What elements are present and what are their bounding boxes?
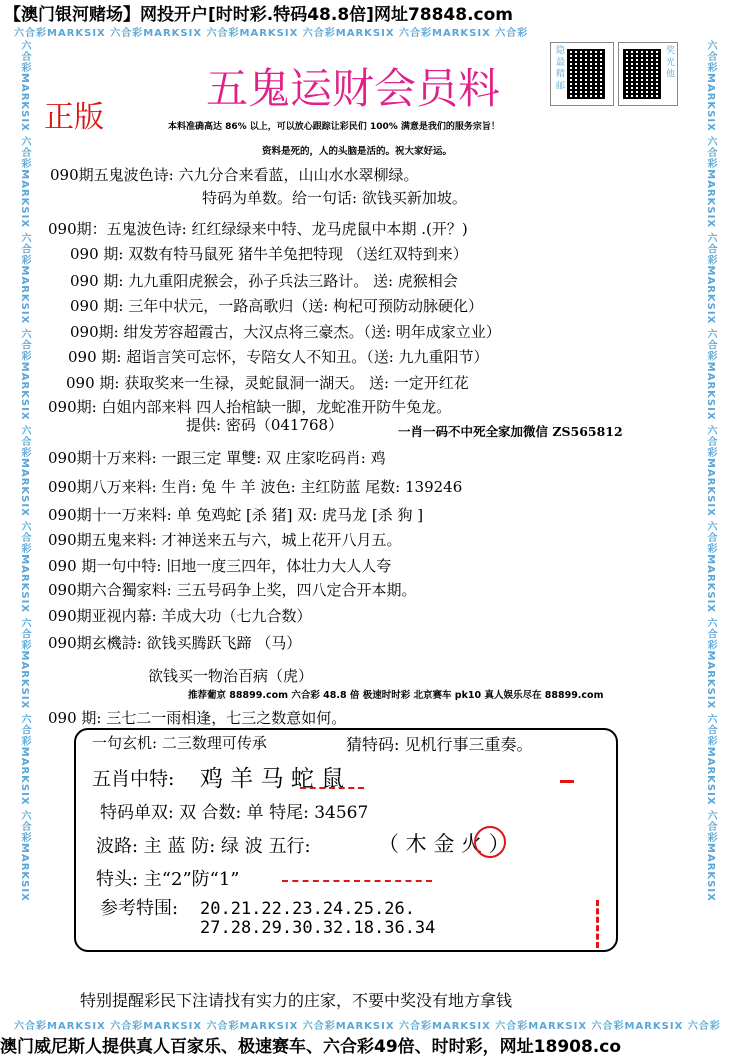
intro-line-1: 本料准确高达 86% 以上，可以放心跟踪让彩民们 100% 满意是我们的服务宗旨！ [168, 122, 500, 132]
qr-code-icon [567, 49, 605, 99]
qr-right-label: 奖 光 他 [664, 45, 674, 78]
watermark-border-top: 六合彩MARKSIX 六合彩MARKSIX 六合彩MARKSIX 六合彩MARKSIX 六合彩MARKSIX 六合彩 [14, 28, 529, 38]
wechat-line[interactable]: 一肖一码不中死全家加微信 ZS565812 [398, 424, 623, 439]
prediction-line: 090 期: 超诣言笑可忘怀，专陪女人不知丑。（送: 九九重阳节） [68, 348, 489, 366]
qr-code-right [618, 42, 678, 106]
page-title: 五鬼运财会员料 [206, 64, 501, 113]
prediction-line: 090期: 白姐内部来料 四人抬棺缺一脚，龙蛇准开防牛兔龙。 [48, 398, 452, 416]
red-mark-icon [300, 787, 364, 789]
prediction-line: 090期亚视内幕: 羊成大功（七九合数） [48, 607, 312, 625]
prediction-line: 090期玄機詩: 欲钱买腾跃飞蹄 （马） [48, 634, 302, 652]
panel-line-4-label: 波路: 主 蓝 防: 绿 波 五行: [96, 836, 311, 857]
panel-line-1a: 一句玄机: 二三数理可传承 [92, 734, 267, 752]
panel-five-zodiac-value: 鸡 羊 马 蛇 鼠 [200, 766, 345, 792]
red-mark-icon [282, 880, 432, 882]
watermark-text: 六合彩MARKSIX [14, 28, 106, 38]
watermark-border-right: 六合彩MARKSIX 六合彩MARKSIX 六合彩MARKSIX 六合彩MARKSIX 六合彩MARKSIX 六合彩MARKSIX 六合彩MARKSIX 六合彩MARKSIX 六合彩MARKSIX [705, 40, 716, 902]
prediction-line: 090期: 绀发芳容超霞古，大汉点将三豪杰。（送: 明年成家立业） [70, 323, 501, 341]
prediction-line: 090 期一句中特: 旧地一度三四年，体壮力大人人夸 [48, 557, 392, 575]
prediction-line: 090期六合獨家料: 三五号码争上奖，四八定合开本期。 [48, 581, 417, 599]
panel-line-6-row1: 20.21.22.23.24.25.26. [200, 899, 415, 919]
prediction-line: 090期五鬼来料: 才神送来五与六，城上花开八月五。 [48, 531, 402, 549]
panel-line-3: 特码单双: 双 合数: 单 特尾: 34567 [100, 803, 369, 823]
prediction-line: 特码为单数。给一句话: 欲钱买新加坡。 [202, 189, 467, 207]
bottom-note: 特别提醒彩民下注请找有实力的庄家，不要中奖没有地方拿钱 [80, 991, 513, 1010]
watermark-border-bottom: 六合彩MARKSIX 六合彩MARKSIX 六合彩MARKSIX 六合彩MARKSIX 六合彩MARKSIX 六合彩MARKSIX 六合彩MARKSIX 六合彩 [14, 1021, 721, 1031]
prediction-line: 090 期: 九九重阳虎猴会，孙子兵法三路计。 送: 虎猴相会 [70, 272, 458, 290]
advert-line[interactable]: 推荐葡京 88899.com 六合彩 48.8 倍 极速时时彩 北京赛车 pk10 真人娱乐尽在 88899.com [188, 690, 604, 701]
circle-mark-icon [474, 826, 506, 858]
panel-five-zodiac-label: 五肖中特: [92, 768, 175, 790]
red-mark-icon [560, 780, 574, 783]
prediction-line: 090期五鬼波色诗: 六九分合来看蓝，山山水水翠柳绿。 [50, 166, 419, 184]
watermark-border-left: 六合彩MARKSIX 六合彩MARKSIX 六合彩MARKSIX 六合彩MARKSIX 六合彩MARKSIX 六合彩MARKSIX 六合彩MARKSIX 六合彩MARKSIX 六合彩MARKSIX [19, 40, 30, 902]
top-banner[interactable]: 【澳门银河赌场】网投开户[时时彩.特码48.8倍]网址78848.com [4, 5, 514, 25]
prediction-line: 090 期: 三七二一雨相逢，七三之数意如何。 [48, 709, 347, 727]
qr-code-left [550, 42, 614, 106]
prediction-line: 欲钱买一物治百病（虎） [148, 667, 314, 685]
prediction-line: 090期：五鬼波色诗: 红红绿绿来中特、龙马虎鼠中本期 .(开？) [48, 220, 468, 238]
panel-line-6-row2: 27.28.29.30.32.18.36.34 [200, 918, 436, 938]
password-line: 提供: 密码（041768） [186, 416, 344, 434]
qr-code-icon [623, 49, 661, 99]
bottom-banner[interactable]: 澳门威尼斯人提供真人百家乐、极速赛车、六合彩49倍、时时彩，网址18908.co [0, 1037, 622, 1057]
panel-line-1b: 猜特码: 见机行事三重奏。 [346, 735, 533, 754]
prediction-line: 090期十万来料: 一跟三定 單雙: 双 庄家吃码肖: 鸡 [48, 449, 386, 467]
prediction-line: 090期八万来料: 生肖: 兔 牛 羊 波色: 主红防蓝 尾数: 139246 [48, 478, 463, 496]
panel-line-6-label: 参考特围: [100, 898, 179, 919]
intro-line-2: 资料是死的，人的头脑是活的。祝大家好运。 [262, 146, 453, 157]
prediction-line: 090 期: 获取奖来一生禄，灵蛇鼠洞一湖天。 送: 一定开红花 [66, 374, 469, 392]
qr-left-label: 隐 最 精 邮 [554, 45, 564, 90]
prediction-line: 090 期: 双数有特马鼠死 猪牛羊兔把特现 （送红双特到来） [70, 245, 468, 263]
official-badge: 正版 [44, 100, 104, 135]
red-mark-icon [596, 900, 611, 948]
panel-line-5: 特头: 主“2”防“1” [96, 869, 240, 890]
prediction-line: 090期十一万来料: 单 兔鸡蛇 [杀 猪] 双: 虎马龙 [杀 狗 ] [48, 506, 424, 524]
panel-line-4-value: （ 木 金 火 ） [378, 832, 510, 856]
title-box [196, 56, 554, 112]
prediction-line: 090 期: 三年中状元，一路高歌归（送: 枸杞可预防动脉硬化） [70, 297, 484, 315]
